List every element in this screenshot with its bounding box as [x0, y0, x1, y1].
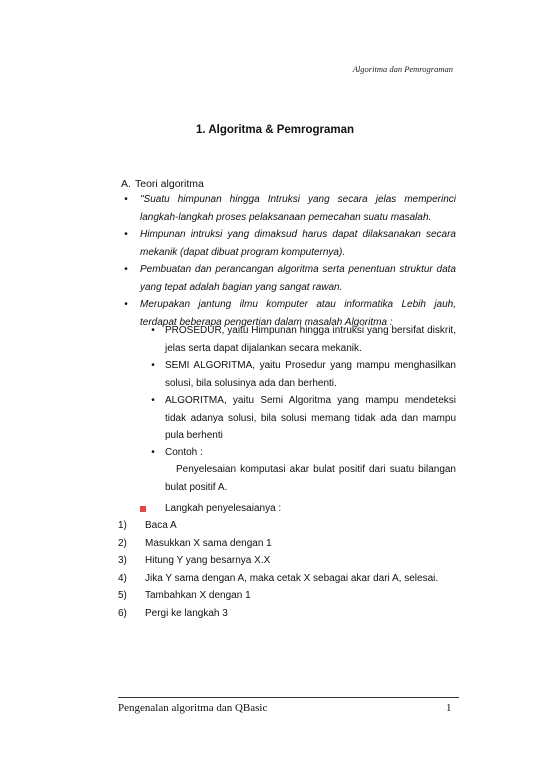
bullet-icon: •: [124, 299, 128, 310]
footer-divider: [118, 697, 459, 698]
step-item: [118, 535, 272, 553]
sub-bullet-item-4: Contoh :: [165, 447, 203, 458]
step-text: Pergi ke langkah 3: [145, 607, 228, 619]
bullet-item-1: "Suatu himpunan hingga Intruksi yang secara jelas memperinci langkah-langkah proses pelaksanaan pemecahan suatu masalah.: [140, 194, 456, 223]
step-text: Masukkan X sama dengan 1: [145, 537, 272, 549]
step-number: 2): [118, 537, 127, 549]
step-text: Jika Y sama dengan A, maka cetak X sebagai akar dari A, selesai.: [145, 572, 439, 584]
step-text: Hitung Y yang besarnya X.X: [145, 555, 271, 566]
page-number: 1: [446, 702, 452, 714]
step-number: 6): [118, 607, 127, 619]
step-item: [118, 570, 438, 588]
sub-bullet-icon: •: [151, 395, 155, 406]
example-text: Penyelesaian komputasi akar bulat positif dari suatu bilangan bulat positif A.: [165, 464, 456, 493]
bullet-item-2: Himpunan intruksi yang dimaksud harus dapat dilaksanakan secara mekanik (dapat dibuat program komputernya).: [140, 229, 456, 258]
bullet-icon: •: [124, 194, 128, 205]
bullet-icon: •: [124, 264, 128, 275]
step-number: 4): [118, 572, 127, 584]
step-item: [118, 552, 270, 570]
steps-heading: Langkah penyelesaianya :: [165, 503, 282, 514]
step-text: Tambahkan X dengan 1: [145, 590, 251, 601]
red-square-bullet-icon: [140, 506, 146, 512]
step-item: [118, 587, 251, 605]
sub-bullet-icon: •: [151, 360, 155, 371]
section-letter: A.: [121, 178, 131, 190]
bullet-item-3: Pembuatan dan perancangan algoritma serta penentuan struktur data yang tepat adalah bagian yang sangat rawan.: [140, 264, 456, 293]
section-heading: [121, 178, 204, 190]
sub-bullet-item-2: SEMI ALGORITMA, yaitu Prosedur yang mampu menghasilkan solusi, bila solusinya ada dan berhenti.: [165, 360, 456, 389]
step-item: [118, 517, 177, 535]
step-number: 1): [118, 520, 127, 531]
running-header: Algoritma dan Pemrograman: [352, 64, 453, 74]
step-number: 5): [118, 590, 127, 601]
sub-bullet-item-1: PROSEDUR, yaitu Himpunan hingga intruksi yang bersifat diskrit, jelas serta dapat dijalankan secara mekanik.: [165, 325, 456, 354]
step-item: [118, 605, 228, 623]
chapter-title: 1. Algoritma & Pemrograman: [195, 124, 355, 136]
sub-bullet-icon: •: [151, 325, 155, 336]
bullet-item-4: Merupakan jantung ilmu komputer atau informatika Lebih jauh, terdapat beberapa pengertian dalam masalah Algoritma :: [140, 299, 456, 328]
step-number: 3): [118, 555, 127, 566]
sub-bullet-icon: •: [151, 447, 155, 458]
section-title: Teori algoritma: [135, 178, 204, 190]
step-text: Baca A: [145, 520, 177, 531]
sub-bullet-item-3: ALGORITMA, yaitu Semi Algoritma yang mampu mendeteksi tidak adanya solusi, bila solusi memang tidak ada dan mampu pula berhenti: [165, 395, 456, 441]
bullet-icon: •: [124, 229, 128, 240]
footer-title: Pengenalan algoritma dan QBasic: [118, 702, 268, 714]
